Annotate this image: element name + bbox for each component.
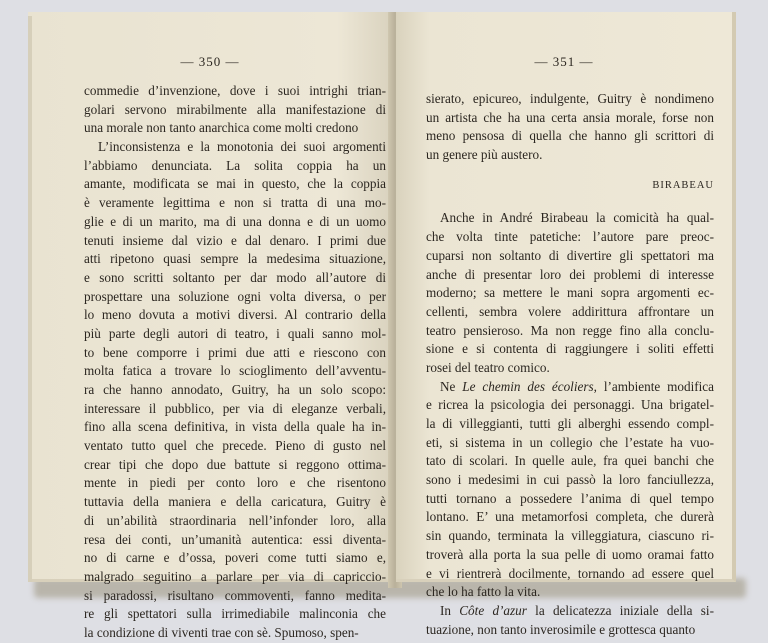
text-line: un artista che ha una certa ansia morale, forse non	[426, 109, 714, 125]
text-line: che volta tinte patetiche: l’autore pare preoc-	[426, 229, 714, 245]
text-line: e sono scritti soltanto per dar modo all’autore di	[84, 269, 386, 285]
text-line: moderno; sa mettere le mani sopra argomenti ec-	[426, 285, 714, 301]
text-line: In Côte d’azur la delicatezza iniziale della si-	[440, 602, 714, 618]
text-line: troverà alla porta la sua pelle di uomo oramai fatto	[426, 546, 714, 562]
text-line: crear tipi che dopo due battute si reggono ottima-	[84, 456, 386, 472]
text-line: glie e di un marito, ma di una donna e di un uomo	[84, 213, 386, 229]
text-line: sierato, epicureo, indulgente, Guitry è nondimeno	[426, 91, 714, 106]
text-line: re gli spettatori sulla irrimediabile malinconia che	[84, 606, 386, 622]
text-line: no di carne e d’ossa, poveri come tutti siamo e,	[84, 550, 386, 566]
text-line: sono i medesimi in cui passò la loro fanciullezza,	[426, 472, 714, 488]
text-line: sin quando, terminata la villeggiatura, ciascuno ri-	[426, 528, 714, 544]
text-line: lontano. E’ una metamorfosi completa, che durerà	[426, 509, 714, 525]
text-line: tuttavia della maniera e della caricatura, Guitry è	[84, 494, 386, 510]
right-page-text	[426, 90, 714, 639]
text-line: un genere più austero.	[426, 147, 543, 163]
text-line: cuparsi non soltanto di divertire gli spettatori ma	[426, 247, 714, 263]
text-line: la condizione di viventi trae con sè. Spumoso, spen-	[84, 624, 359, 640]
text-line: molta fatica a trovare lo scioglimento dell’avventu-	[84, 363, 386, 379]
text-line: teatro pensieroso. Ma non regge fino alla conclu-	[426, 322, 714, 338]
text-line: L’inconsistenza e la monotonia dei suoi argomenti	[98, 139, 386, 155]
text-line: è veramente legittima e non si tratta di una mo-	[84, 195, 386, 211]
text-line: mente in piedi per conto loro e che risentono	[84, 475, 386, 491]
text-line: malgrado seguitino a parlare per via di capriccio-	[84, 568, 386, 584]
text-line: golari servono mirabilmente alla manifestazione di	[84, 101, 386, 117]
text-line: Ne Le chemin des écoliers, l’ambiente modifica	[440, 378, 714, 394]
text-line: rosei del teatro comico.	[426, 359, 550, 375]
text-line: l’abbiamo denunciata. La solita coppia ha un	[84, 157, 386, 173]
left-page-number: — 350 —	[180, 54, 240, 69]
text-line: ventato tutto quel che precede. Pieno di gusto nel	[84, 438, 386, 454]
text-line: di un’abilità straordinaria nell’infonder loro, alla	[84, 512, 386, 528]
left-page-text	[84, 82, 386, 643]
text-line: interessare il pubblico, per via di eleganze verbali,	[84, 400, 386, 416]
text-line: resa dei conti, un’umanità autentica: essi diventa-	[84, 531, 386, 547]
text-line: e ricrea la psicologia dei personaggi. Una brigatel-	[426, 397, 714, 413]
text-line: prospettare una soluzione ogni volta diversa, o per	[84, 288, 386, 304]
text-line: che lo ha fatto la vita.	[426, 584, 541, 600]
text-line: commedie d’invenzione, dove i suoi intrighi trian-	[84, 83, 386, 98]
text-line: una morale non tanto anarchica come molti credono	[84, 120, 359, 136]
open-book	[26, 12, 742, 640]
text-line: fino alla scena definitiva, in vista della quale ha in-	[84, 419, 386, 435]
text-line: tenuti insieme dal vizio e dal denaro. I primi due	[84, 232, 386, 248]
text-line: eti, si sistema in un collegio che l’estate ha vuo-	[426, 434, 714, 450]
left-page	[28, 12, 392, 640]
text-line: la di villeggianti, tutti gli alberghi essendo compl-	[426, 416, 714, 431]
text-line: sione e si contenta di raggiungere i soliti effetti	[426, 341, 714, 357]
text-line: anche di presentar loro dei problemi di interesse	[426, 266, 714, 282]
text-line: Anche in André Birabeau la comicità ha qual-	[440, 210, 714, 226]
right-page-number: — 351 —	[534, 54, 594, 69]
text-line: tutti tornano a possedere l’anima di quel tempo	[426, 490, 714, 506]
text-line: e vi rientrerà docilmente, tornando ad essere quel	[426, 565, 714, 581]
text-line: più parte degli autori di teatro, i quali sanno mol-	[84, 325, 386, 341]
section-title: BIRABEAU	[652, 179, 714, 191]
text-line: si paradossi, risultano commoventi, fanno medita-	[84, 587, 386, 603]
text-line: cellenti, sembra volere addirittura affrontare un	[426, 303, 714, 319]
text-line: atti ripetono quasi sempre la medesima situazione,	[84, 251, 386, 267]
text-line: to bene comporre i primi due atti e riescono con	[84, 344, 386, 360]
text-line: tato di scolari. In quelle aule, fra quei banchi che	[426, 453, 714, 469]
page-edge	[28, 16, 32, 582]
text-line: lo meno dovuta a motivi diversi. Al contrario della	[84, 307, 386, 323]
right-page	[396, 12, 736, 637]
text-line: ra che hanno annodato, Guitry, ha un solo scopo:	[84, 382, 386, 397]
text-line: meno pensosa di quella che hanno gli scrittori di	[426, 128, 714, 144]
text-line: tuazione, non tanto inverosimile e grottesca quanto	[426, 621, 696, 637]
text-line: amante, modificata se mai in questo, che la coppia	[84, 176, 386, 192]
